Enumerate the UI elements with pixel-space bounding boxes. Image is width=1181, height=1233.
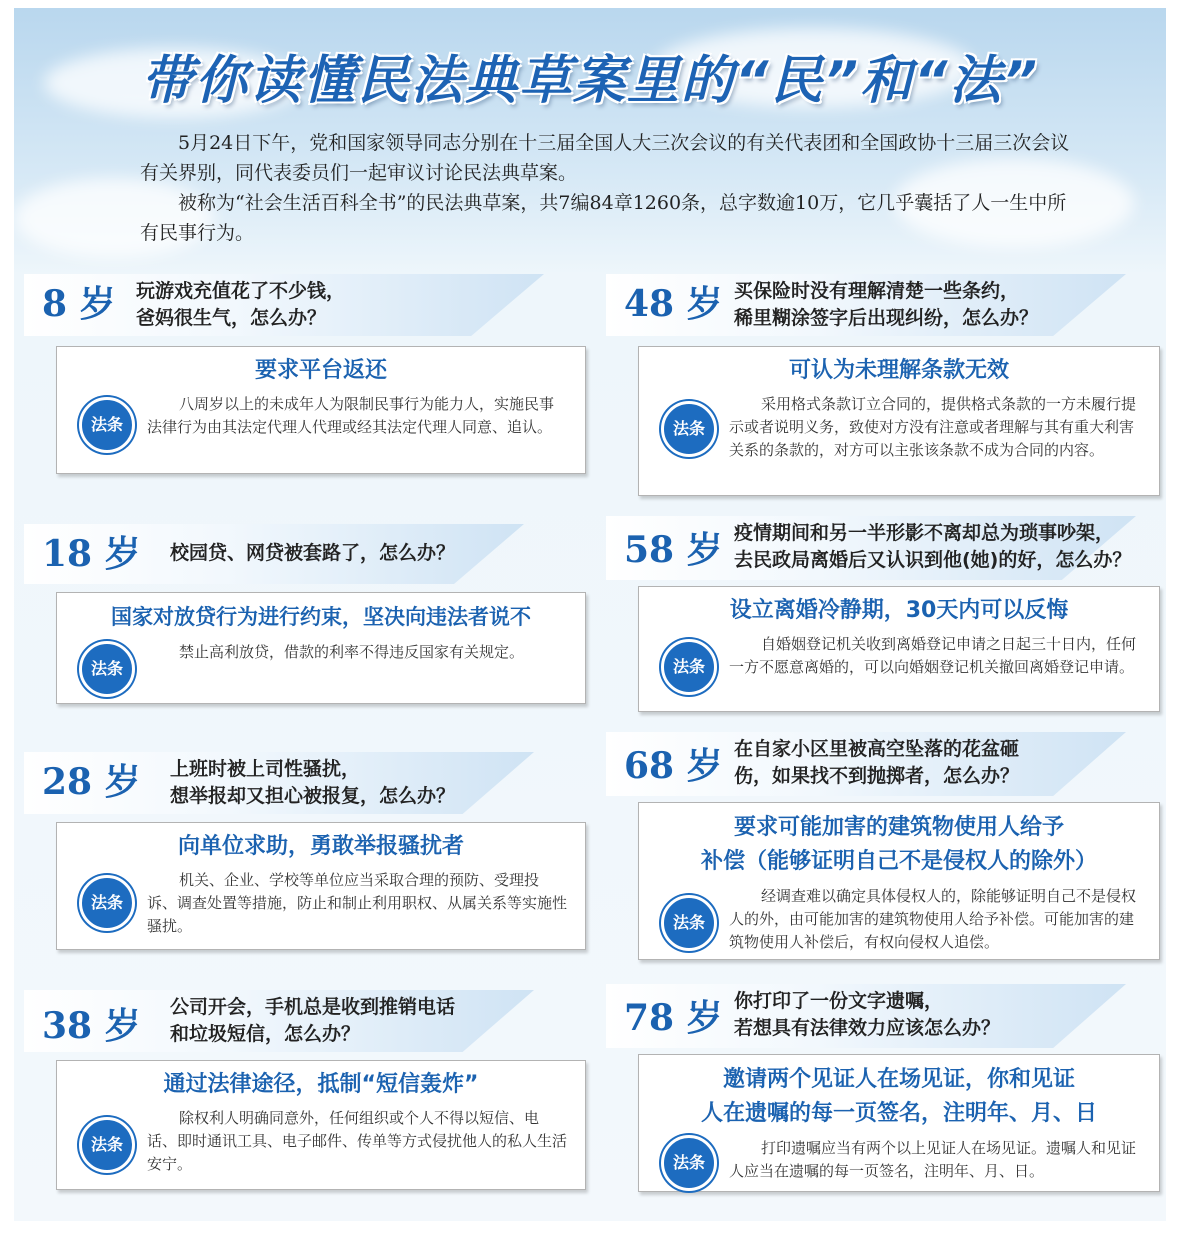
law-badge-icon: 法条 [661,639,717,695]
law-text: 经调查难以确定具体侵权人的，除能够证明自己不是侵权人的外，由可能加害的建筑物使用人给予补偿。可能加害的建筑物使用人补偿后，有权向侵权人追偿。 [729,887,1137,951]
answer-heading: 国家对放贷行为进行约束，坚决向违法者说不 [111,605,531,629]
law-badge-icon: 法条 [79,875,135,931]
answer-line: 要求可能加害的建筑物使用人给予 [733,815,1064,840]
question-line: 和垃圾短信，怎么办？ [170,1023,361,1045]
law-text: 禁止高利放贷，借款的利率不得违反国家有关规定。 [179,643,525,661]
age-label: 78 岁 [624,997,723,1039]
answer-heading: 要求平台返还 [254,358,387,383]
intro-paragraph: 被称为“社会生活百科全书”的民法典草案，共7编84章1260条，总字数逾10万，它几乎囊括了人一生中所有民事行为。 [140,192,1067,244]
intro-text [140,128,1070,248]
age-label: 48 岁 [624,283,723,325]
question-line: 疫情期间和另一半形影不离却总为琐事吵架， [734,522,1115,544]
age-card-58 [606,516,1158,712]
question-line: 你打印了一份文字遗嘱， [734,990,944,1012]
answer-box [638,1054,1160,1192]
law-badge-icon: 法条 [661,401,717,457]
question-line: 伤，如果找不到抛掷者，怎么办？ [734,765,1020,787]
answer-box [56,822,586,950]
answer-box [56,1060,586,1190]
age-label: 58 岁 [624,529,723,571]
age-card-78 [606,984,1158,1196]
question-text [170,994,455,1048]
age-card-48 [606,274,1158,496]
law-badge-icon: 法条 [79,1117,135,1173]
intro-paragraph: 5月24日下午，党和国家领导同志分别在十三届全国人大三次会议的有关代表团和全国政协十三届三次会议有关界别，同代表委员们一起审议讨论民法典草案。 [140,132,1070,184]
age-label: 38 岁 [42,1005,141,1047]
answer-heading: 设立离婚冷静期，30天内可以反悔 [729,598,1069,623]
answer-heading: 可认为未理解条款无效 [788,358,1009,383]
age-card-68 [606,732,1158,962]
law-text: 采用格式条款订立合同的，提供格式条款的一方未履行提示或者说明义务，致使对方没有注意或者理解与其有重大利害关系的条款的，对方可以主张该条款不成为合同的内容。 [729,395,1137,459]
question-text [734,278,1038,332]
question-text [170,756,455,810]
poster [14,8,1166,1221]
question-line: 在自家小区里被高空坠落的花盆砸 [734,738,1020,760]
question-line: 想举报却又担心被报复，怎么办？ [170,785,456,807]
answer-heading: 向单位求助，勇敢举报骚扰者 [177,834,464,859]
question-line: 上班时被上司性骚扰， [170,758,361,780]
answer-line: 邀请两个见证人在场见证，你和见证 [722,1067,1075,1092]
age-label: 18 岁 [42,533,141,575]
age-label: 68 岁 [624,745,723,787]
age-label: 8 岁 [42,283,116,325]
law-badge-icon: 法条 [661,895,717,951]
law-badge-icon: 法条 [79,397,135,453]
law-text: 打印遗嘱应当有两个以上见证人在场见证。遗嘱人和见证人应当在遗嘱的每一页签名，注明年、月、日。 [729,1139,1137,1180]
law-text: 机关、企业、学校等单位应当采取合理的预防、受理投诉、调查处置等措施，防止和制止利用职权、从属关系等实施性骚扰。 [147,871,568,935]
answer-line: 补偿（能够证明自己不是侵权人的除外） [700,849,1097,874]
law-text: 八周岁以上的未成年人为限制民事行为能力人，实施民事法律行为由其法定代理人代理或经其法定代理人同意、追认。 [147,395,555,436]
age-card-28 [24,752,584,952]
question-line: 买保险时没有理解清楚一些条约， [734,280,1020,302]
answer-heading: 通过法律途径，抵制“短信轰炸” [163,1072,479,1097]
law-badge-icon: 法条 [661,1135,717,1191]
question-line: 爸妈很生气，怎么办？ [136,307,327,329]
law-text: 自婚姻登记机关收到离婚登记申请之日起三十日内，任何一方不愿意离婚的，可以向婚姻登记机关撤回离婚登记申请。 [729,635,1137,676]
answer-box [56,346,586,474]
question-text [136,278,345,332]
answer-box [638,346,1160,496]
question-text [170,540,455,567]
law-text: 除权利人明确同意外，任何组织或个人不得以短信、电话、即时通讯工具、电子邮件、传单等方式侵扰他人的私人生活安宁。 [147,1109,568,1173]
age-label: 28 岁 [42,761,141,803]
age-card-38 [24,990,584,1190]
question-line: 公司开会，手机总是收到推销电话 [170,996,456,1018]
answer-box [638,586,1160,712]
answer-heading [639,811,1159,879]
answer-line: 人在遗嘱的每一页签名，注明年、月、日 [700,1101,1097,1126]
answer-heading [639,1063,1159,1131]
page-title: 带你读懂民法典草案里的“民”和“法” [141,51,1039,111]
question-text [734,520,1131,574]
law-badge-icon: 法条 [79,641,135,697]
question-text [734,988,1000,1042]
question-line: 若想具有法律效力应该怎么办？ [734,1017,1001,1039]
question-text [734,736,1019,790]
question-line: 稀里糊涂签字后出现纠纷，怎么办？ [734,307,1039,329]
age-card-18 [24,524,584,704]
age-card-8 [24,274,584,474]
answer-box [56,592,586,704]
answer-box [638,802,1160,960]
question-line: 校园贷、网贷被套路了，怎么办？ [170,542,456,564]
question-line: 玩游戏充值花了不少钱， [136,280,346,302]
question-line: 去民政局离婚后又认识到他(她)的好，怎么办？ [734,549,1132,571]
